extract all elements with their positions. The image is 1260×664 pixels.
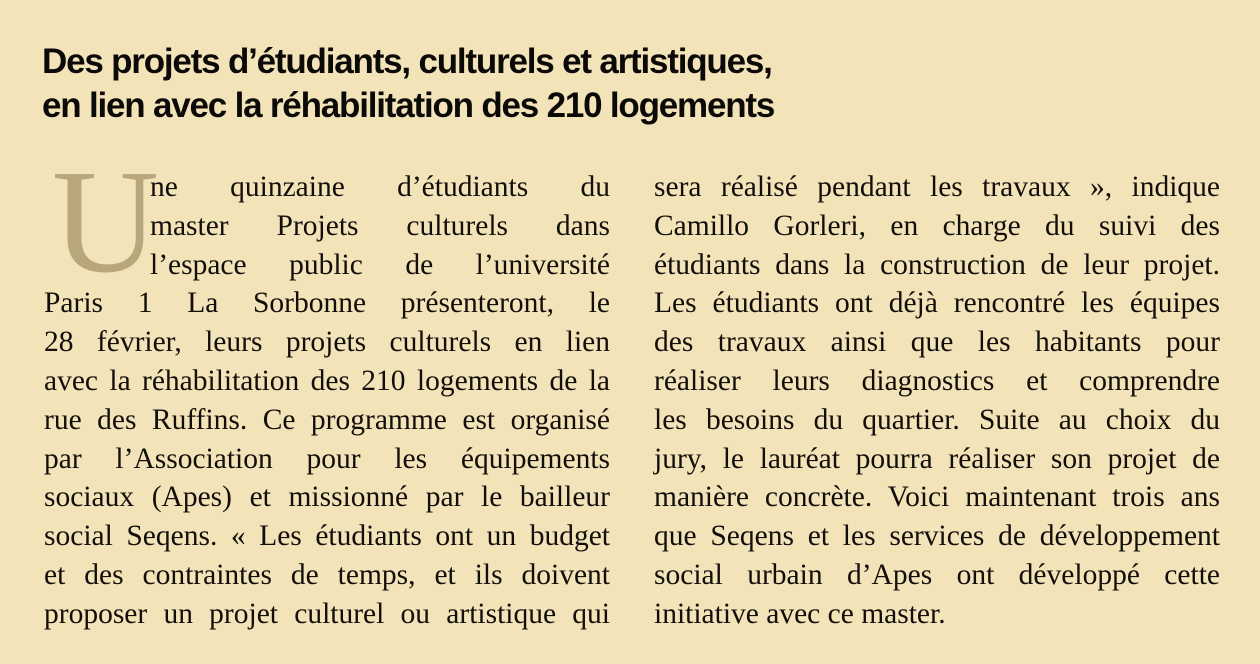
body-line: rue des Ruffins. Ce programme est organisé — [44, 403, 610, 436]
body-line: jury, le lauréat pourra réaliser son projet de — [654, 442, 1220, 475]
body-line: avec la réhabilitation des 210 logements de la — [44, 364, 610, 397]
headline — [42, 40, 1222, 128]
body-line: que Seqens et les services de développement — [654, 520, 1220, 553]
body-line: sociaux (Apes) et missionné par le bailleur — [44, 481, 610, 514]
body-line: l’espace public de l’université — [150, 248, 610, 281]
body-line: les besoins du quartier. Suite au choix du — [654, 403, 1220, 436]
left-column — [44, 168, 610, 634]
body-line: par l’Association pour les équipements — [44, 442, 610, 475]
body-line: 28 février, leurs projets culturels en lien — [44, 326, 610, 359]
body-line: ne quinzaine d’étudiants du — [150, 171, 610, 203]
body-line: réaliser leurs diagnostics et comprendre — [654, 364, 1220, 397]
body-line: étudiants dans la construction de leur projet. — [654, 248, 1220, 281]
headline-line: en lien avec la réhabilitation des 210 logements — [42, 86, 775, 125]
body-line: Paris 1 La Sorbonne présenteront, le — [44, 287, 610, 320]
body-line: social Seqens. « Les étudiants ont un budget — [44, 520, 610, 553]
body-line: manière concrète. Voici maintenant trois ans — [654, 481, 1220, 514]
body-line: master Projets culturels dans — [150, 209, 610, 242]
body-line: Camillo Gorleri, en charge du suivi des — [654, 209, 1220, 242]
right-column — [654, 168, 1220, 634]
body-line: social urbain d’Apes ont développé cette — [654, 558, 1220, 591]
drop-cap: U — [52, 140, 159, 304]
body-line: Les étudiants ont déjà rencontré les équipes — [654, 287, 1220, 320]
body-line: sera réalisé pendant les travaux », indique — [654, 171, 1220, 203]
body-line: initiative avec ce master. — [654, 597, 946, 630]
body-line: proposer un projet culturel ou artistique qui — [44, 597, 610, 630]
body-line: des travaux ainsi que les habitants pour — [654, 326, 1220, 359]
headline-line: Des projets d’étudiants, culturels et artistiques, — [42, 42, 772, 81]
body-line: et des contraintes de temps, et ils doivent — [44, 558, 610, 591]
